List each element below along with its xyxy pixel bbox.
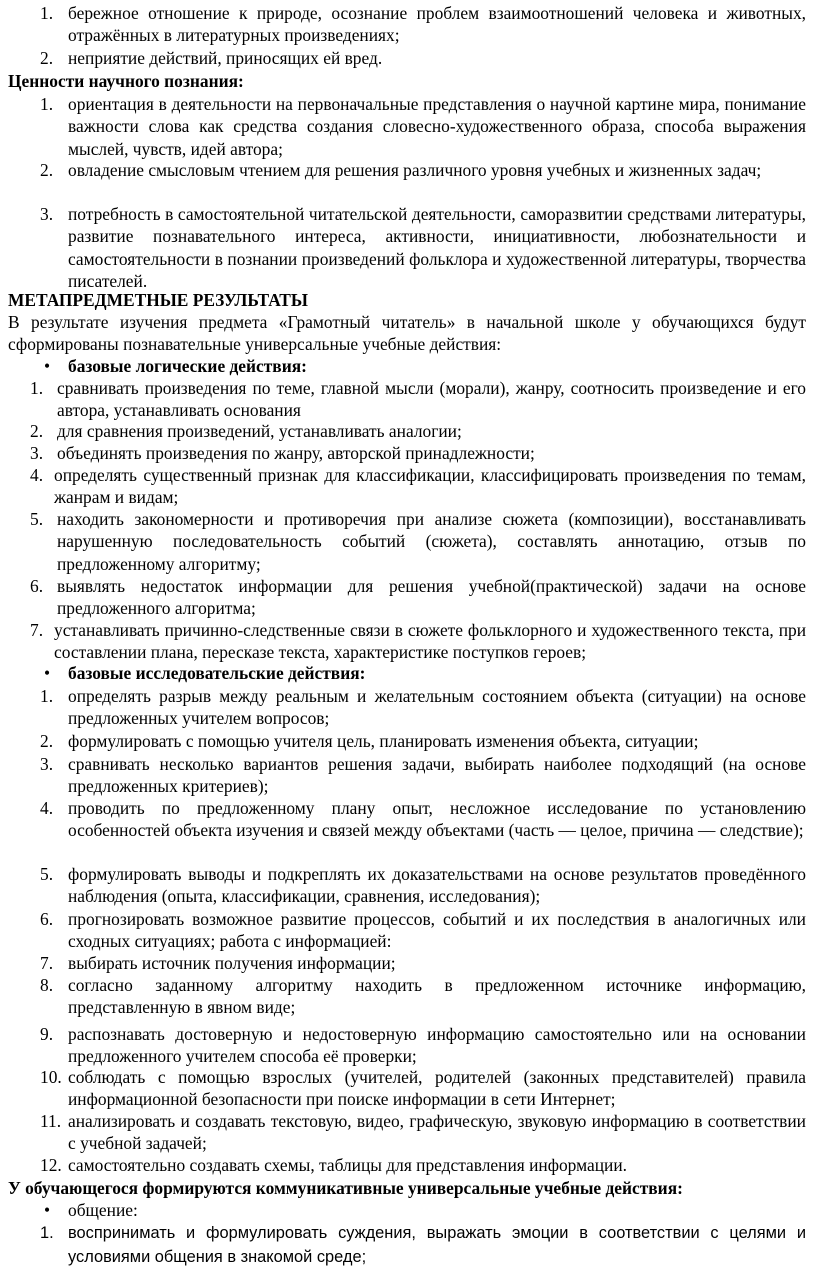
list-item: сравнивать произведения по теме, главной мысли (морали), жанру, соотносить произведение и его автора, устанавливать основания: [57, 378, 806, 421]
bullet-icon: •: [44, 1200, 51, 1220]
list-number: 7.: [30, 620, 44, 640]
list-item: неприятие действий, приносящих ей вред.: [68, 48, 383, 68]
list-item: бережное отношение к природе, осознание проблем взаимоотношений человека и животных, отражённых в литературных произведениях;: [68, 3, 806, 46]
list-number: 2.: [40, 160, 54, 180]
list-item: согласно заданному алгоритму находить в предложенном источнике информацию, представленную в явном виде;: [68, 975, 806, 1018]
list-item: овладение смысловым чтением для решения различного уровня учебных и жизненных задач;: [68, 160, 762, 180]
list-number: 6.: [40, 909, 54, 929]
list-item: формулировать с помощью учителя цель, планировать изменения объекта, ситуации;: [68, 731, 699, 751]
list-number: 12.: [40, 1155, 62, 1175]
list-item: объединять произведения по жанру, авторской принадлежности;: [57, 443, 535, 463]
list-item: распознавать достоверную и недостоверную информацию самостоятельно или на основании предложенного учителем способа её проверки;: [68, 1024, 806, 1067]
list-item: формулировать выводы и подкреплять их доказательствами на основе результатов проведённого наблюдения (опыта, классификации, сравнения, исследования);: [68, 864, 806, 907]
list-number: 1.: [40, 1224, 54, 1242]
list-item: выбирать источник получения информации;: [68, 953, 396, 973]
section-heading: Ценности научного познания:: [8, 71, 244, 91]
list-item: соблюдать с помощью взрослых (учителей, родителей (законных представителей) правила информационной безопасности при поиске информации в сети Интернет;: [68, 1067, 806, 1110]
list-number: 1.: [30, 378, 44, 398]
list-number: 2.: [30, 421, 44, 441]
list-number: 3.: [40, 204, 54, 224]
list-number: 7.: [40, 953, 54, 973]
list-item: самостоятельно создавать схемы, таблицы для представления информации.: [68, 1155, 627, 1175]
list-item: сравнивать несколько вариантов решения задачи, выбирать наиболее подходящий (на основе предложенных критериев);: [68, 754, 806, 797]
bullet-icon: •: [44, 663, 51, 683]
list-number: 6.: [30, 576, 44, 596]
list-item: ориентация в деятельности на первоначальные представления о научной картине мира, понимание важности слова как средства создания словесно-художественного образа, способа выражения мыслей, чувств, идей автора;: [68, 94, 806, 159]
list-number: 9.: [40, 1024, 54, 1044]
subsection-heading: базовые логические действия:: [68, 356, 307, 376]
list-number: 1.: [40, 94, 54, 114]
list-item: прогнозировать возможное развитие процессов, событий и их последствия в аналогичных или сходных ситуациях; работа с информацией:: [68, 909, 806, 952]
list-number: 2.: [40, 731, 54, 751]
list-item: устанавливать причинно-следственные связи в сюжете фольклорного и художественного текста, при составлении плана, пересказе текста, характеристике поступков героев;: [54, 620, 806, 663]
list-item: находить закономерности и противоречия при анализе сюжета (композиции), восстанавливать нарушенную последовательность событий (сюжета), составлять аннотацию, отзыв по предложенному алгоритму;: [57, 509, 806, 574]
list-number: 11.: [40, 1111, 62, 1131]
list-item: воспринимать и формулировать суждения, выражать эмоции в соответствии с целями и условиями общения в знакомой среде;: [68, 1224, 806, 1266]
list-item: анализировать и создавать текстовую, видео, графическую, звуковую информацию в соответствии с учебной задачей;: [68, 1111, 806, 1154]
list-number: 5.: [40, 864, 54, 884]
list-number: 3.: [40, 754, 54, 774]
list-item: определять существенный признак для классификации, классифицировать произведения по темам, жанрам и видам;: [54, 465, 806, 508]
subsection-heading: базовые исследовательские действия:: [68, 663, 366, 683]
list-item: определять разрыв между реальным и желательным состоянием объекта (ситуации) на основе предложенных учителем вопросов;: [68, 686, 806, 729]
section-heading: У обучающегося формируются коммуникативные универсальные учебные действия:: [8, 1178, 683, 1198]
intro-paragraph: В результате изучения предмета «Грамотный читатель» в начальной школе у обучающихся будут сформированы познавательные универсальные учебные действия:: [8, 312, 806, 355]
subsection-heading: общение:: [68, 1200, 138, 1220]
list-number: 1.: [40, 3, 54, 23]
list-item: потребность в самостоятельной читательской деятельности, саморазвитии средствами литературы, развитие познавательного интереса, активности, инициативности, любознательности и самостоятельности в познании произведений фольклора и художественной литературы, творчества писателей.: [68, 204, 806, 292]
list-item: проводить по предложенному плану опыт, несложное исследование по установлению особенностей объекта изучения и связей между объектами (часть — целое, причина — следствие);: [68, 798, 806, 841]
list-item: выявлять недостаток информации для решения учебной(практической) задачи на основе предложенного алгоритма;: [57, 576, 806, 619]
list-number: 4.: [30, 465, 44, 485]
list-number: 1.: [40, 686, 54, 706]
bullet-icon: •: [44, 356, 51, 376]
section-heading: МЕТАПРЕДМЕТНЫЕ РЕЗУЛЬТАТЫ: [8, 290, 308, 310]
list-number: 3.: [30, 443, 44, 463]
list-item: для сравнения произведений, устанавливать аналогии;: [57, 421, 462, 441]
list-number: 10.: [40, 1067, 62, 1087]
list-number: 2.: [40, 48, 54, 68]
list-number: 4.: [40, 798, 54, 818]
list-number: 8.: [40, 975, 54, 995]
list-number: 5.: [30, 509, 44, 529]
